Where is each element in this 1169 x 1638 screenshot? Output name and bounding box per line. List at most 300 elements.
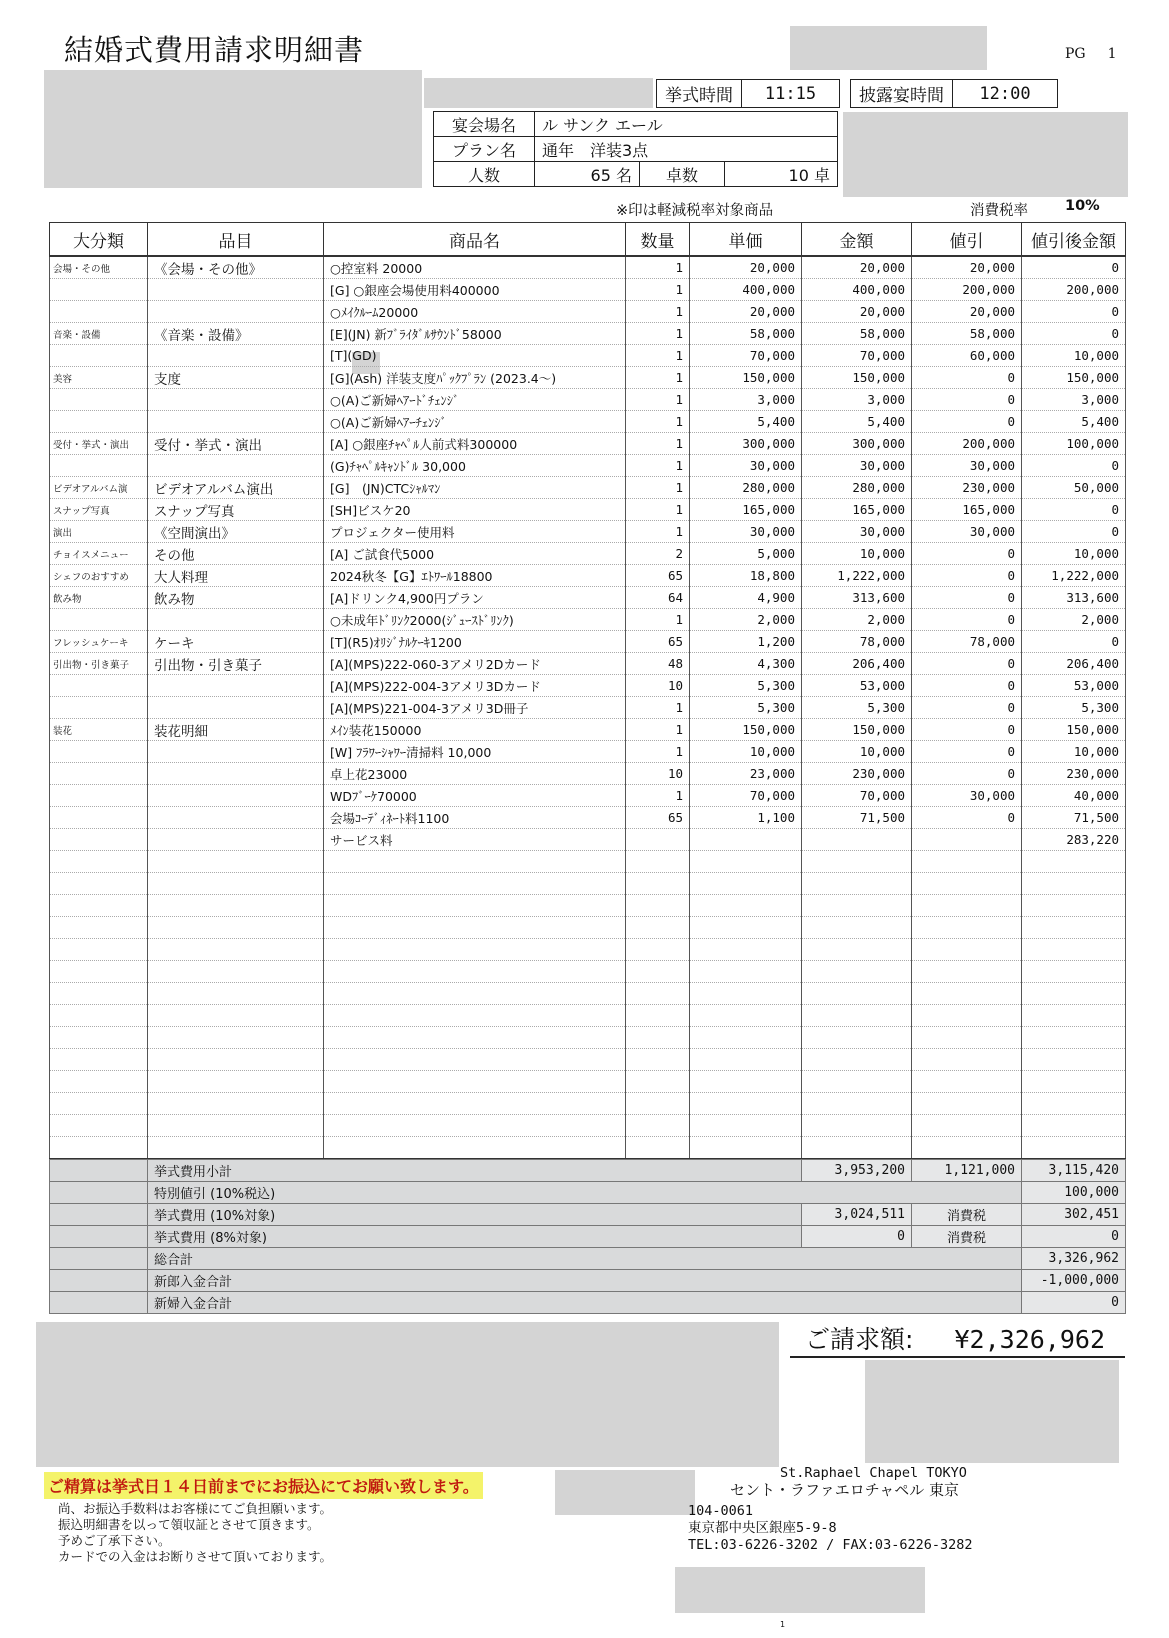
quantity-cell: 1 xyxy=(626,323,690,345)
quantity-cell: 1 xyxy=(626,741,690,763)
item-cell xyxy=(148,455,324,477)
category-cell xyxy=(50,917,148,939)
quantity-cell: 1 xyxy=(626,719,690,741)
summary-row-bride xyxy=(50,1292,1126,1314)
table-row xyxy=(50,829,1126,851)
amount-cell: 3,000 xyxy=(802,389,912,411)
payment-note: カードでの入金はお断りさせて頂いております。 xyxy=(58,1549,333,1564)
net-amount-cell xyxy=(1022,1115,1126,1137)
net-amount-cell xyxy=(1022,1027,1126,1049)
tax10-tax: 302,451 xyxy=(1022,1204,1126,1226)
table-row xyxy=(50,565,1126,587)
item-cell xyxy=(148,1137,324,1159)
item-cell: 《空間演出》 xyxy=(148,521,324,543)
net-amount-cell xyxy=(1022,873,1126,895)
net-amount-cell xyxy=(1022,917,1126,939)
net-amount-cell: 5,400 xyxy=(1022,411,1126,433)
category-cell xyxy=(50,829,148,851)
venue-label: 宴会場名 xyxy=(434,112,535,137)
item-cell xyxy=(148,807,324,829)
item-cell: スナップ写真 xyxy=(148,499,324,521)
item-cell xyxy=(148,1093,324,1115)
net-amount-cell: 40,000 xyxy=(1022,785,1126,807)
quantity-cell: 1 xyxy=(626,455,690,477)
unit-price-cell: 280,000 xyxy=(690,477,802,499)
total-amount: 3,326,962 xyxy=(1022,1248,1126,1270)
discount-cell: 0 xyxy=(912,411,1022,433)
unit-price-cell: 20,000 xyxy=(690,301,802,323)
subtotal-discount: 1,121,000 xyxy=(912,1160,1022,1182)
unit-price-cell: 5,300 xyxy=(690,675,802,697)
net-amount-cell: 1,222,000 xyxy=(1022,565,1126,587)
tax-rate-value: 10% xyxy=(1065,198,1100,214)
summary-row-tax10 xyxy=(50,1204,1126,1226)
item-cell xyxy=(148,301,324,323)
amount-cell: 300,000 xyxy=(802,433,912,455)
category-cell: スナップ写真 xyxy=(50,499,148,521)
category-cell xyxy=(50,1137,148,1159)
summary-row-groom xyxy=(50,1270,1126,1292)
column-header: 単価 xyxy=(690,223,802,257)
table-row xyxy=(50,499,1126,521)
item-cell xyxy=(148,741,324,763)
net-amount-cell: 0 xyxy=(1022,499,1126,521)
amount-cell: 58,000 xyxy=(802,323,912,345)
discount-cell xyxy=(912,1137,1022,1159)
unit-price-cell: 5,000 xyxy=(690,543,802,565)
category-cell: 音楽・設備 xyxy=(50,323,148,345)
table-row xyxy=(50,697,1126,719)
net-amount-cell xyxy=(1022,1071,1126,1093)
guests-unit: 名 xyxy=(615,165,632,185)
product-name-cell: [G] (JN)CTCｼｬﾙﾏﾝ xyxy=(324,477,626,499)
empty-row xyxy=(50,917,1126,939)
product-name-cell xyxy=(324,1005,626,1027)
amount-cell: 150,000 xyxy=(802,719,912,741)
item-cell xyxy=(148,939,324,961)
page-mark: 1 xyxy=(780,1620,786,1629)
category-cell: シェフのおすすめ xyxy=(50,565,148,587)
unit-price-cell xyxy=(690,1137,802,1159)
quantity-cell xyxy=(626,895,690,917)
subtotal-label: 挙式費用小計 xyxy=(148,1160,802,1182)
discount-cell xyxy=(912,1071,1022,1093)
product-name-cell: プロジェクター使用料 xyxy=(324,521,626,543)
redaction-block xyxy=(44,70,422,188)
quantity-cell: 1 xyxy=(626,521,690,543)
quantity-cell xyxy=(626,1137,690,1159)
amount-cell: 20,000 xyxy=(802,256,912,279)
table-row xyxy=(50,301,1126,323)
chapel-name-en: St.Raphael Chapel TOKYO xyxy=(780,1465,967,1481)
quantity-cell xyxy=(626,983,690,1005)
product-name-cell: [W] ﾌﾗﾜｰｼｬﾜｰ清掃料 10,000 xyxy=(324,741,626,763)
amount-cell: 78,000 xyxy=(802,631,912,653)
empty-row xyxy=(50,1137,1126,1159)
discount-cell xyxy=(912,983,1022,1005)
redaction-block xyxy=(843,112,1128,197)
chapel-info xyxy=(688,1465,972,1554)
item-cell xyxy=(148,785,324,807)
discount-cell: 200,000 xyxy=(912,433,1022,455)
category-cell xyxy=(50,807,148,829)
discount-cell: 0 xyxy=(912,543,1022,565)
chapel-address: 東京都中央区銀座5-9-8 xyxy=(688,1520,837,1536)
amount-cell: 5,400 xyxy=(802,411,912,433)
venue-info-table xyxy=(433,111,838,187)
table-row xyxy=(50,543,1126,565)
guests-label: 人数 xyxy=(434,162,535,187)
billing-label: ご請求額: xyxy=(805,1325,914,1354)
quantity-cell: 1 xyxy=(626,785,690,807)
quantity-cell: 1 xyxy=(626,367,690,389)
amount-cell: 400,000 xyxy=(802,279,912,301)
amount-cell xyxy=(802,961,912,983)
discount-cell: 0 xyxy=(912,807,1022,829)
amount-cell: 313,600 xyxy=(802,587,912,609)
item-cell xyxy=(148,873,324,895)
product-name-cell: 卓上花23000 xyxy=(324,763,626,785)
product-name-cell: [A] ご試食代5000 xyxy=(324,543,626,565)
unit-price-cell: 20,000 xyxy=(690,256,802,279)
discount-cell: 230,000 xyxy=(912,477,1022,499)
redaction-block xyxy=(555,1470,695,1515)
line-items-table xyxy=(49,222,1126,1159)
unit-price-cell: 300,000 xyxy=(690,433,802,455)
product-name-cell: WDﾌﾞｰｹ70000 xyxy=(324,785,626,807)
quantity-cell: 10 xyxy=(626,675,690,697)
item-cell xyxy=(148,1115,324,1137)
unit-price-cell xyxy=(690,917,802,939)
amount-cell xyxy=(802,895,912,917)
amount-cell xyxy=(802,1071,912,1093)
table-row xyxy=(50,411,1126,433)
redaction-block xyxy=(424,78,653,108)
net-amount-cell xyxy=(1022,1137,1126,1159)
unit-price-cell: 70,000 xyxy=(690,345,802,367)
item-cell xyxy=(148,983,324,1005)
empty-row xyxy=(50,1049,1126,1071)
product-name-cell: [A] ○銀座ﾁｬﾍﾟﾙ人前式料300000 xyxy=(324,433,626,455)
tax8-tax: 0 xyxy=(1022,1226,1126,1248)
ceremony-time-value: 11:15 xyxy=(764,83,817,104)
table-row xyxy=(50,256,1126,279)
quantity-cell: 1 xyxy=(626,389,690,411)
discount-cell: 30,000 xyxy=(912,785,1022,807)
table-row xyxy=(50,389,1126,411)
quantity-cell xyxy=(626,851,690,873)
net-amount-cell: 0 xyxy=(1022,256,1126,279)
category-cell: 会場・その他 xyxy=(50,256,148,279)
product-name-cell xyxy=(324,1115,626,1137)
net-amount-cell xyxy=(1022,983,1126,1005)
item-cell xyxy=(148,829,324,851)
category-cell xyxy=(50,697,148,719)
chapel-phone: TEL:03-6226-3202 / FAX:03-6226-3282 xyxy=(688,1537,973,1553)
item-cell xyxy=(148,763,324,785)
category-cell xyxy=(50,983,148,1005)
guests-count: 65 xyxy=(590,165,611,185)
table-row xyxy=(50,323,1126,345)
product-name-cell: ○未成年ﾄﾞﾘﾝｸ2000(ｼﾞｭｰｽﾄﾞﾘﾝｸ) xyxy=(324,609,626,631)
quantity-cell: 1 xyxy=(626,411,690,433)
unit-price-cell: 5,300 xyxy=(690,697,802,719)
summary-row-total xyxy=(50,1248,1126,1270)
amount-cell: 230,000 xyxy=(802,763,912,785)
discount-cell xyxy=(912,1093,1022,1115)
item-cell xyxy=(148,345,324,367)
discount-cell xyxy=(912,829,1022,851)
discount-cell: 60,000 xyxy=(912,345,1022,367)
quantity-cell xyxy=(626,1005,690,1027)
category-cell: 美容 xyxy=(50,367,148,389)
net-amount-cell xyxy=(1022,895,1126,917)
product-name-cell: [G] ○銀座会場使用料400000 xyxy=(324,279,626,301)
discount-cell xyxy=(912,873,1022,895)
quantity-cell: 1 xyxy=(626,256,690,279)
category-cell xyxy=(50,785,148,807)
column-header: 品目 xyxy=(148,223,324,257)
page-number xyxy=(1065,46,1117,62)
quantity-cell: 1 xyxy=(626,499,690,521)
unit-price-cell xyxy=(690,851,802,873)
unit-price-cell: 4,300 xyxy=(690,653,802,675)
table-row xyxy=(50,807,1126,829)
unit-price-cell: 1,200 xyxy=(690,631,802,653)
category-cell xyxy=(50,301,148,323)
tax8-base: 0 xyxy=(802,1226,912,1248)
amount-cell: 53,000 xyxy=(802,675,912,697)
product-name-cell xyxy=(324,1027,626,1049)
category-cell xyxy=(50,389,148,411)
item-cell xyxy=(148,895,324,917)
item-cell xyxy=(148,917,324,939)
payment-note: 予めご了承下さい。 xyxy=(58,1533,171,1548)
amount-cell: 70,000 xyxy=(802,785,912,807)
category-cell: 引出物・引き菓子 xyxy=(50,653,148,675)
amount-cell xyxy=(802,1049,912,1071)
table-row xyxy=(50,785,1126,807)
table-row xyxy=(50,477,1126,499)
quantity-cell: 10 xyxy=(626,763,690,785)
product-name-cell: [SH]ビスケ20 xyxy=(324,499,626,521)
net-amount-cell: 10,000 xyxy=(1022,345,1126,367)
unit-price-cell: 58,000 xyxy=(690,323,802,345)
discount-cell: 58,000 xyxy=(912,323,1022,345)
item-cell xyxy=(148,609,324,631)
amount-cell: 165,000 xyxy=(802,499,912,521)
product-name-cell xyxy=(324,851,626,873)
payment-note: 尚、お振込手数料はお客様にてご負担願います。 xyxy=(58,1501,333,1516)
unit-price-cell xyxy=(690,1093,802,1115)
net-amount-cell xyxy=(1022,961,1126,983)
net-amount-cell: 206,400 xyxy=(1022,653,1126,675)
quantity-cell xyxy=(626,1071,690,1093)
tables-label: 卓数 xyxy=(640,162,725,187)
product-name-cell: [A](MPS)222-004-3アメリ3Dカード xyxy=(324,675,626,697)
discount-cell: 30,000 xyxy=(912,521,1022,543)
category-cell xyxy=(50,1005,148,1027)
table-row xyxy=(50,653,1126,675)
discount-cell: 165,000 xyxy=(912,499,1022,521)
document-title: 結婚式費用請求明細書 xyxy=(64,33,365,67)
guests-value xyxy=(535,162,640,187)
net-amount-cell: 3,000 xyxy=(1022,389,1126,411)
empty-row xyxy=(50,961,1126,983)
net-amount-cell xyxy=(1022,1049,1126,1071)
unit-price-cell xyxy=(690,961,802,983)
category-cell xyxy=(50,873,148,895)
category-cell xyxy=(50,455,148,477)
ceremony-time-box xyxy=(656,79,840,108)
item-cell: 引出物・引き菓子 xyxy=(148,653,324,675)
quantity-cell xyxy=(626,1049,690,1071)
amount-cell xyxy=(802,1115,912,1137)
net-amount-cell: 10,000 xyxy=(1022,543,1126,565)
product-name-cell xyxy=(324,917,626,939)
unit-price-cell: 400,000 xyxy=(690,279,802,301)
net-amount-cell: 150,000 xyxy=(1022,719,1126,741)
groom-payment-label: 新郎入金合計 xyxy=(148,1270,1022,1292)
column-header: 大分類 xyxy=(50,223,148,257)
page-label: PG xyxy=(1065,46,1086,62)
discount-cell xyxy=(912,851,1022,873)
unit-price-cell: 10,000 xyxy=(690,741,802,763)
category-cell xyxy=(50,1115,148,1137)
amount-cell: 2,000 xyxy=(802,609,912,631)
discount-cell xyxy=(912,961,1022,983)
net-amount-cell xyxy=(1022,1005,1126,1027)
item-cell xyxy=(148,1005,324,1027)
unit-price-cell xyxy=(690,1115,802,1137)
discount-cell xyxy=(912,1115,1022,1137)
table-row xyxy=(50,609,1126,631)
discount-cell: 0 xyxy=(912,609,1022,631)
empty-row xyxy=(50,851,1126,873)
discount-cell: 30,000 xyxy=(912,455,1022,477)
quantity-cell: 1 xyxy=(626,279,690,301)
net-amount-cell: 0 xyxy=(1022,521,1126,543)
redaction-block xyxy=(36,1322,779,1467)
amount-cell: 10,000 xyxy=(802,543,912,565)
table-row xyxy=(50,587,1126,609)
quantity-cell xyxy=(626,829,690,851)
billing-amount xyxy=(805,1320,1105,1356)
summary-row-tax8 xyxy=(50,1226,1126,1248)
tax10-label: 挙式費用 (10%対象) xyxy=(148,1204,802,1226)
net-amount-cell: 5,300 xyxy=(1022,697,1126,719)
discount-cell: 0 xyxy=(912,653,1022,675)
product-name-cell: ○控室料 20000 xyxy=(324,256,626,279)
discount-cell: 20,000 xyxy=(912,301,1022,323)
quantity-cell: 65 xyxy=(626,807,690,829)
quantity-cell xyxy=(626,1027,690,1049)
tables-count: 10 xyxy=(788,165,809,185)
unit-price-cell xyxy=(690,895,802,917)
category-cell xyxy=(50,763,148,785)
product-name-cell xyxy=(324,961,626,983)
category-cell xyxy=(50,1027,148,1049)
amount-cell: 30,000 xyxy=(802,455,912,477)
reception-time-value: 12:00 xyxy=(979,83,1031,104)
net-amount-cell: 100,000 xyxy=(1022,433,1126,455)
table-row xyxy=(50,367,1126,389)
item-cell xyxy=(148,961,324,983)
table-row xyxy=(50,763,1126,785)
unit-price-cell: 150,000 xyxy=(690,719,802,741)
net-amount-cell: 150,000 xyxy=(1022,367,1126,389)
chapel-name-jp: セント・ラファエロチャペル 東京 xyxy=(730,1481,960,1499)
category-cell xyxy=(50,675,148,697)
item-cell: ケーキ xyxy=(148,631,324,653)
unit-price-cell: 3,000 xyxy=(690,389,802,411)
product-name-cell: ○(A)ご新婦ﾍｱｰﾄﾞﾁｪﾝｼﾞ xyxy=(324,389,626,411)
payment-notes xyxy=(58,1501,332,1565)
category-cell xyxy=(50,851,148,873)
column-header: 数量 xyxy=(626,223,690,257)
category-cell: 演出 xyxy=(50,521,148,543)
category-cell xyxy=(50,609,148,631)
empty-row xyxy=(50,895,1126,917)
empty-row xyxy=(50,1071,1126,1093)
category-cell xyxy=(50,411,148,433)
net-amount-cell: 53,000 xyxy=(1022,675,1126,697)
total-label: 総合計 xyxy=(148,1248,1022,1270)
quantity-cell: 65 xyxy=(626,631,690,653)
unit-price-cell xyxy=(690,1005,802,1027)
discount-cell: 0 xyxy=(912,763,1022,785)
unit-price-cell: 30,000 xyxy=(690,455,802,477)
unit-price-cell: 18,800 xyxy=(690,565,802,587)
discount-cell xyxy=(912,1005,1022,1027)
item-cell xyxy=(148,851,324,873)
table-row xyxy=(50,521,1126,543)
category-cell: ビデオアルバム演 xyxy=(50,477,148,499)
empty-row xyxy=(50,1027,1126,1049)
quantity-cell xyxy=(626,873,690,895)
unit-price-cell xyxy=(690,829,802,851)
category-cell: 装花 xyxy=(50,719,148,741)
amount-cell xyxy=(802,917,912,939)
category-cell xyxy=(50,1049,148,1071)
table-row xyxy=(50,719,1126,741)
unit-price-cell xyxy=(690,1027,802,1049)
net-amount-cell xyxy=(1022,851,1126,873)
net-amount-cell xyxy=(1022,1093,1126,1115)
net-amount-cell: 2,000 xyxy=(1022,609,1126,631)
tax10-tax-label: 消費税 xyxy=(912,1204,1022,1226)
quantity-cell xyxy=(626,939,690,961)
product-name-cell: ○(A)ご新婦ﾍｱｰﾁｪﾝｼﾞ xyxy=(324,411,626,433)
item-cell: 大人料理 xyxy=(148,565,324,587)
discount-cell: 78,000 xyxy=(912,631,1022,653)
plan-value: 通年 洋装3点 xyxy=(535,137,838,162)
empty-row xyxy=(50,1115,1126,1137)
item-cell xyxy=(148,389,324,411)
discount-cell xyxy=(912,917,1022,939)
billing-value: ¥2,326,962 xyxy=(954,1325,1106,1354)
special-discount-label: 特別値引 (10%税込) xyxy=(148,1182,1022,1204)
reception-time-box xyxy=(850,79,1058,108)
discount-cell: 200,000 xyxy=(912,279,1022,301)
category-cell xyxy=(50,1071,148,1093)
net-amount-cell: 230,000 xyxy=(1022,763,1126,785)
table-row xyxy=(50,345,1126,367)
item-cell xyxy=(148,279,324,301)
quantity-cell: 1 xyxy=(626,301,690,323)
item-cell: その他 xyxy=(148,543,324,565)
discount-cell: 20,000 xyxy=(912,256,1022,279)
